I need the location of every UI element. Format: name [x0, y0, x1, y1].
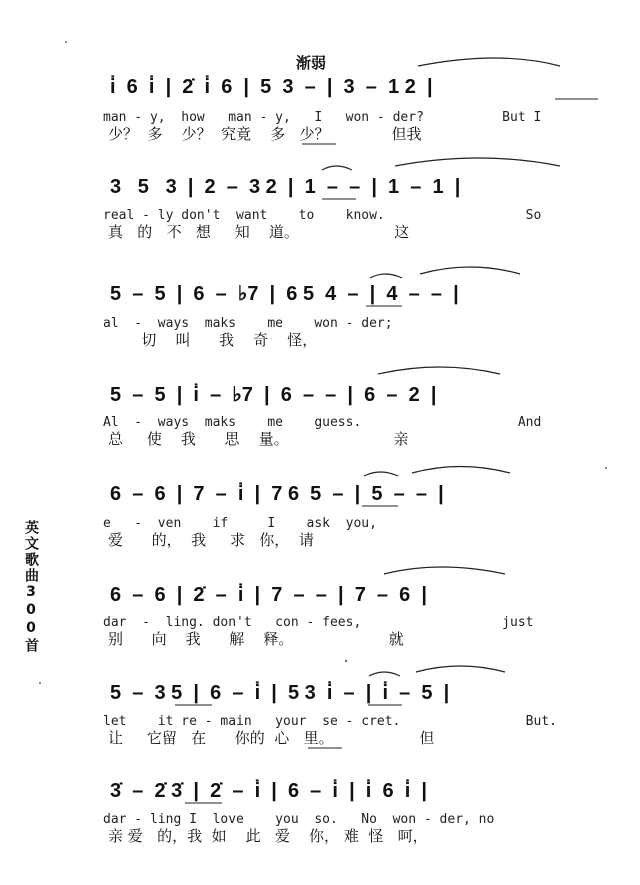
- margin-dot: [39, 682, 41, 684]
- english-lyric-line-2: real - ly don't want to know. So: [103, 208, 542, 223]
- slur-arc-7: [369, 672, 400, 676]
- notation-line-6: 6 – 6 | 2̇ – i̇ | 7 – – | 7 – 6 |: [110, 584, 427, 606]
- chinese-lyric-line-4: 总 使 我 思 量。 亲: [108, 430, 409, 448]
- notation-line-2: 3 5 3 | 2 – 3 2 | 1 – – | 1 – 1 |: [110, 176, 461, 198]
- notation-line-1: i̇ 6 i̇ | 2̇ i̇ 6 | 5 3 – | 3 – 1 2 |: [110, 76, 433, 98]
- margin-dot: [345, 660, 347, 662]
- english-lyric-line-4: Al - ways maks me guess. And: [103, 415, 542, 430]
- chinese-lyric-line-8: 亲 爱 的，我 如 此 爱 你， 难 怪 呵，: [108, 827, 428, 845]
- book-title-vertical: 英文歌曲300首: [23, 520, 39, 654]
- tie-arc-6: [384, 567, 505, 574]
- slur-arc-3: [370, 274, 402, 278]
- chinese-lyric-line-5: 爱 的， 我 求 你， 请: [108, 531, 314, 549]
- english-lyric-line-7: let it re - main your se - cret. But.: [103, 714, 557, 729]
- notation-line-3: 5 – 5 | 6 – ♭7 | 6 5 4 – | 4 – – |: [110, 283, 459, 305]
- chinese-lyric-line-2: 真 的 不 想 知 道。 这: [108, 223, 410, 241]
- slur-arc-5: [364, 472, 398, 476]
- margin-dot: [605, 467, 607, 469]
- notation-line-5: 6 – 6 | 7 – i̇ | 7 6 5 – | 5 – – |: [110, 483, 444, 505]
- chinese-lyric-line-7: 让 它留 在 你的 心 里。 但: [108, 729, 435, 747]
- english-lyric-line-5: e - ven if I ask you,: [103, 516, 377, 531]
- english-lyric-line-1: man - y, how man - y, I won - der? But I: [103, 110, 542, 125]
- tie-arc-2: [395, 158, 560, 166]
- chinese-lyric-line-3: 切 叫 我 奇 怪，: [108, 331, 318, 349]
- dynamic-marking: 渐弱: [296, 54, 327, 72]
- notation-line-4: 5 – 5 | i̇ – ♭7 | 6 – – | 6 – 2 |: [110, 384, 437, 406]
- margin-dot: [65, 41, 67, 43]
- tie-arc-1: [418, 58, 560, 66]
- chinese-lyric-line-6: 别 向 我 解 释。 就: [108, 630, 404, 648]
- chinese-lyric-line-1: 少？ 多 少？ 究竟 多 少？ 但我: [108, 125, 422, 143]
- tie-arc-7: [416, 666, 505, 672]
- tie-arc-5: [412, 467, 510, 474]
- tie-arc-4: [378, 367, 500, 374]
- notation-line-8: 3̇ – 2̇ 3̇ | 2̇ – i̇ | 6 – i̇ | i̇ 6 i̇ |: [110, 780, 427, 802]
- english-lyric-line-6: dar - ling. don't con - fees, just: [103, 615, 534, 630]
- notation-line-7: 5 – 3 5 | 6 – i̇ | 5 3 i̇ – | i̇ – 5 |: [110, 682, 450, 704]
- tie-arc-3: [420, 267, 520, 274]
- english-lyric-line-3: al - ways maks me won - der;: [103, 316, 393, 331]
- slur-arc-2: [322, 166, 352, 170]
- english-lyric-line-8: dar - ling I love you so. No won - der, no: [103, 812, 495, 827]
